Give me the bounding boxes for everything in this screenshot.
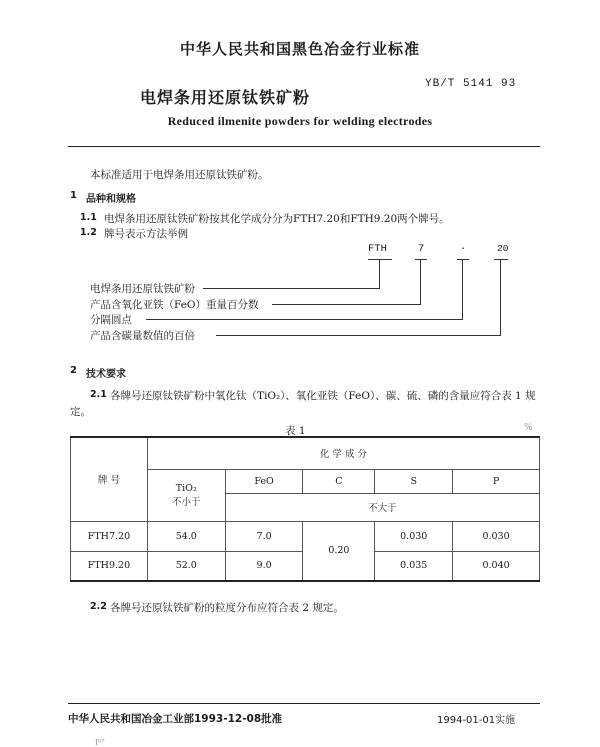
leader-vertical-2 [420, 260, 421, 304]
row-1-s: 0.030 [375, 521, 453, 551]
header-max-note: 不大于 [225, 493, 539, 521]
section-2-number: 2 [70, 365, 77, 376]
english-title: Reduced ilmenite powders for welding electrodes [167, 114, 433, 128]
header-p: P [453, 469, 540, 493]
row-2-s: 0.035 [375, 551, 453, 581]
legend-item-3: 分隔圆点 [90, 314, 132, 326]
leader-horizontal-1 [203, 288, 380, 289]
section-2-title: 技术要求 [86, 369, 126, 380]
code-dot: · [460, 243, 467, 255]
clause-2-1-text-line1: 各牌号还原钛铁矿粉中氧化钛（TiO₂）、氧化亚铁（FeO）、碳、硫、磷的含量应符合表 1 规 [110, 390, 536, 402]
legend-item-4: 产品含碳量数值的百倍 [90, 330, 195, 342]
document-title: 电焊条用还原钛铁矿粉 [140, 88, 311, 107]
leader-horizontal-4 [216, 335, 501, 336]
row-2-p: 0.040 [453, 551, 540, 581]
row-2-feo: 9.0 [225, 551, 303, 581]
table-1 [70, 436, 540, 582]
legend-item-1: 电焊条用还原钛铁矿粉 [90, 283, 195, 295]
clause-2-2-text: 各牌号还原钛铁矿粉的粒度分布应符合表 2 规定。 [110, 602, 344, 614]
code-tail: 20 [497, 243, 509, 254]
header-tio2-label: TiO₂ [175, 482, 197, 494]
legend-item-2: 产品含氧化亚铁（FeO）重量百分数 [90, 299, 259, 311]
clause-2-1-text-line2: 定。 [70, 406, 91, 418]
standard-code: YB/T 5141 93 [425, 78, 517, 90]
clause-1-1-number: 1.1 [80, 212, 97, 223]
intro-text: 本标准适用于电焊条用还原钛铁矿粉。 [90, 169, 269, 181]
row-1-tio2: 54.0 [147, 521, 225, 551]
row-1-p: 0.030 [453, 521, 540, 551]
leader-horizontal-2 [272, 304, 421, 305]
row-1-feo: 7.0 [225, 521, 303, 551]
code-tail-underline [494, 259, 508, 260]
code-prefix-underline [368, 259, 392, 260]
code-digit-underline [415, 259, 427, 260]
clause-1-2-text: 牌号表示方法举例 [104, 228, 188, 240]
leader-vertical-1 [379, 260, 380, 288]
clause-1-1-text: 电焊条用还原钛铁矿粉按其化学成分分为FTH7.20和FTH9.20两个牌号。 [104, 213, 450, 225]
footer-rule [68, 703, 540, 704]
row-1-grade: FTH7.20 [71, 521, 148, 551]
row-2-tio2: 52.0 [147, 551, 225, 581]
header-c: C [303, 469, 375, 493]
shared-c-value: 0.20 [303, 521, 375, 581]
leader-vertical-3 [462, 260, 463, 319]
code-prefix: FTH [368, 243, 387, 255]
approval-line: 中华人民共和国冶金工业部1993-12-08批准 [68, 713, 283, 725]
table-1-caption: 表 1 [285, 425, 306, 437]
code-dot-underline [457, 259, 469, 260]
header-tio2-note: 不小于 [172, 496, 201, 508]
header-s: S [375, 469, 453, 493]
page-mark: Ⅰ⁰⁷ [95, 738, 105, 747]
standard-category-title: 中华人民共和国黑色冶金行业标准 [179, 40, 420, 58]
header-chemical-composition: 化 学 成 分 [147, 437, 539, 469]
clause-1-2-number-visible: 1.2 [80, 227, 97, 238]
table-row [71, 521, 540, 551]
header-tio2 [147, 469, 225, 521]
leader-vertical-4 [500, 260, 501, 335]
code-digit: 7 [418, 243, 425, 255]
header-grade: 牌 号 [71, 437, 148, 521]
implementation-date: 1994-01-01实施 [437, 715, 516, 726]
table-header-row-1 [71, 437, 540, 469]
header-rule [68, 146, 540, 147]
clause-2-2-number: 2.2 [90, 601, 107, 612]
leader-horizontal-3 [146, 319, 463, 320]
clause-2-1-number: 2.1 [90, 389, 107, 400]
row-2-grade: FTH9.20 [71, 551, 148, 581]
section-1-number: 1 [70, 190, 77, 201]
section-1-title: 品种和规格 [86, 194, 136, 205]
header-feo: FeO [225, 469, 303, 493]
table-1-unit: % [524, 423, 533, 433]
